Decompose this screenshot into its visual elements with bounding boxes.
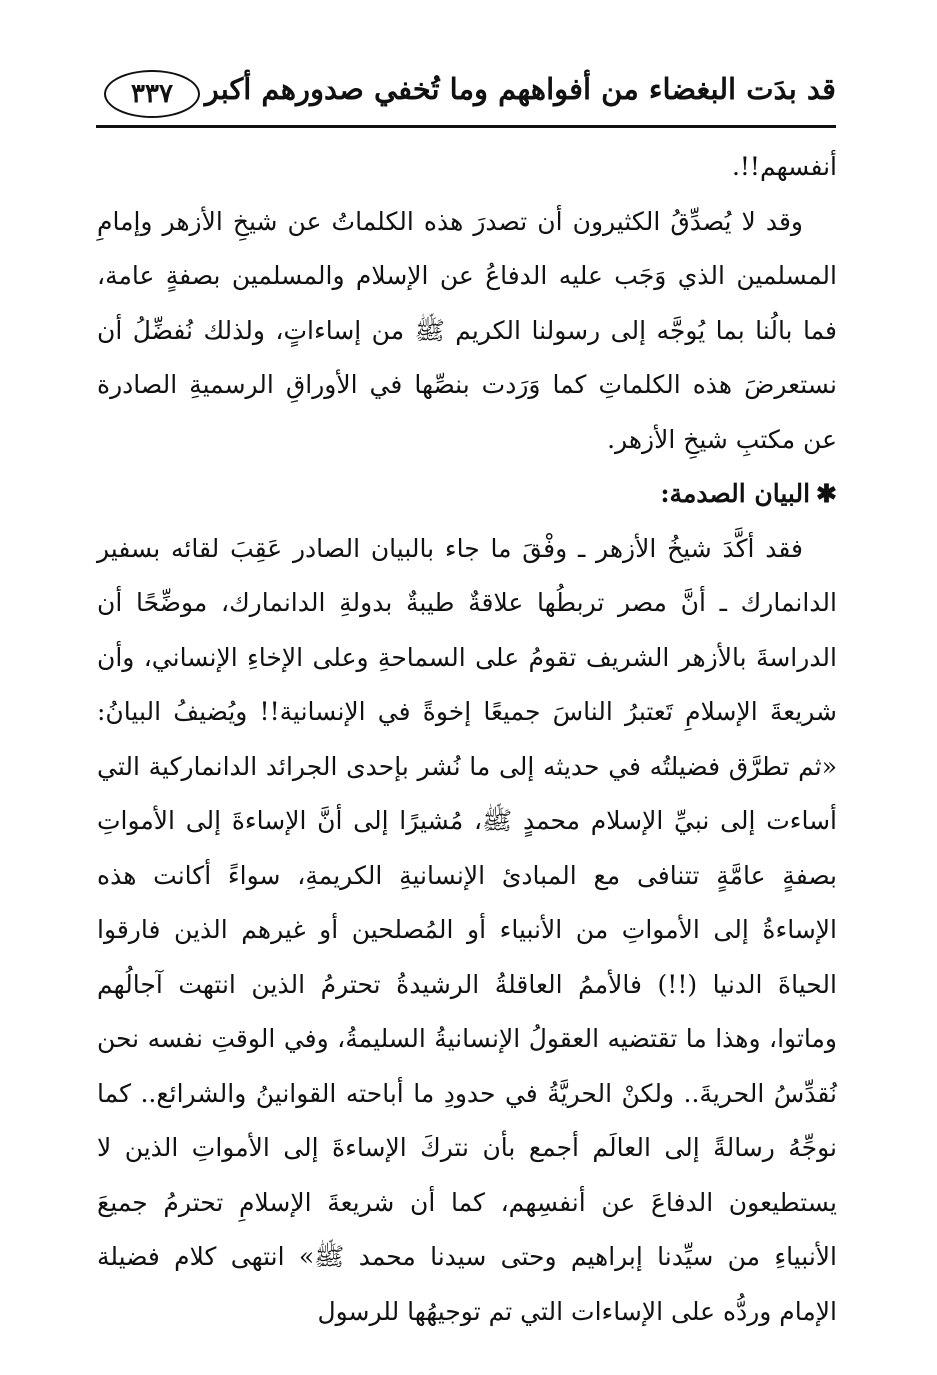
section-heading <box>97 467 837 522</box>
page-number: ٣٣٧ <box>131 79 173 109</box>
page-number-oval <box>104 70 200 118</box>
opening-line: أنفسهم!!. <box>731 152 837 181</box>
page-header <box>96 64 836 128</box>
paragraph-1: وقد لا يُصدِّقُ الكثيرون أن تصدرَ هذه الكلماتُ عن شيخِ الأزهر وإمامِ المسلمين الذي وَجَب عليه الدفاعُ عن الإسلام والمسلمين بصفةٍ عامة، فما بالُنا بما يُوجَّه إلى رسولنا الكريم ﷺ من إساءاتٍ، ولذلك نُفضِّلُ أن نستعرضَ هذه الكلماتِ كما وَرَدت بنصِّها في الأوراقِ الرسميةِ الصادرة عن مكتبِ شيخِ الأزهر. <box>97 206 838 454</box>
heading-text: البيان الصدمة: <box>660 479 811 508</box>
heading-star-icon: ✱ <box>816 479 837 508</box>
running-title: قد بدَت البغضاء من أفواههم وما تُخفي صدورهم أكبر <box>204 72 836 106</box>
header-rule <box>96 125 836 128</box>
body-text <box>97 140 837 1339</box>
paragraph-2: فقد أكَّدَ شيخُ الأزهر ـ وفْقَ ما جاء بالبيان الصادر عَقِبَ لقائه بسفير الدانمارك ـ أنَّ مصر تربطُها علاقةٌ طيبةٌ بدولةِ الدانمارك، موضِّحًا أن الدراسةَ بالأزهر الشريف تقومُ على السماحةِ وعلى الإخاءِ الإنساني، وأن شريعةَ الإسلامِ تَعتبرُ الناسَ جميعًا إخوةً في الإنسانية!! ويُضيفُ البيانُ: «ثم تطرَّق فضيلتُه في حديثه إلى ما نُشر بإحدى الجرائد الدانماركية التي أساءت إلى نبيِّ الإسلام محمدٍ ﷺ، مُشيرًا إلى أنَّ الإساءةَ إلى الأمواتِ بصفةٍ عامَّةٍ تتنافى مع المبادئ الإنسانيةِ الكريمةِ، سواءً أكانت هذه الإساءةُ إلى الأمواتِ من الأنبياء أو المُصلحين أو غيرهم الذين فارقوا الحياةَ الدنيا (!!) فالأممُ العاقلةُ الرشيدةُ تحترمُ الذين انتهت آجالُهم وماتوا، وهذا ما تقتضيه العقولُ الإنسانيةُ السليمةُ، وفي الوقتِ نفسه نحن نُقدِّسُ الحريةَ.. ولكنْ الحريَّةُ في حدودِ ما أباحته القوانينُ والشرائع.. كما نوجِّهُ رسالةً إلى العالَم أجمع بأن نتركَ الإساءةَ إلى الأمواتِ الذين لا يستطيعون الدفاعَ عن أنفسِهم، كما أن شريعةَ الإسلامِ تحترمُ جميعَ الأنبياءِ من سيِّدنا إبراهيم وحتى سيدنا محمد ﷺ» انتهى كلام فضيلة الإمام وردُّه على الإساءات التي تم توجيهُها للرسول <box>97 533 837 1326</box>
